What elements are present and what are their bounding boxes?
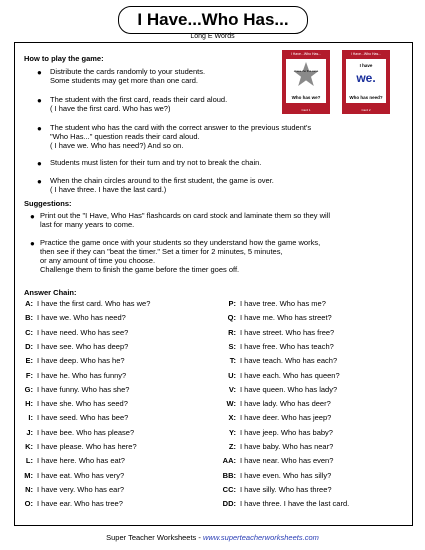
answer-label: L: [25, 456, 33, 466]
answer-text: I have each. Who has queen? [240, 370, 340, 380]
sample-card-1 [282, 50, 330, 114]
answer-row [21, 342, 128, 351]
answer-row [21, 313, 126, 322]
how-to-item-5: When the chain circles around to the first student, the game is over. ( I have three. I have the last card.) [50, 176, 274, 194]
answer-label: T: [229, 356, 236, 366]
answer-row [218, 413, 331, 422]
answer-text: I have lady. Who has deer? [240, 399, 331, 409]
answer-row [21, 356, 125, 365]
answer-row [21, 413, 128, 422]
how-to-item-4: Students must listen for their turn and try not to break the chain. [50, 158, 262, 167]
answer-label: Z: [228, 442, 236, 451]
answer-label: H: [25, 399, 33, 409]
answer-label: U: [228, 370, 236, 380]
answer-label: R: [228, 327, 236, 337]
answer-row [218, 456, 333, 465]
answer-text: I have street. Who has free? [240, 327, 335, 337]
answer-row [218, 499, 349, 508]
answer-label: D: [25, 341, 33, 351]
answer-row [21, 471, 124, 480]
answer-row [21, 442, 137, 451]
answer-text: I have me. Who has street? [240, 313, 332, 323]
card-face [286, 59, 326, 103]
answer-text: I have deer. Who has jeep? [240, 413, 332, 423]
answer-text: I have jeep. Who has baby? [240, 427, 333, 437]
answer-text: I have please. Who has here? [37, 442, 137, 451]
answer-text: I have seed. Who has bee? [37, 413, 129, 423]
page-title: I Have...Who Has... [118, 6, 308, 34]
answer-row [21, 399, 128, 408]
answer-label: B: [25, 313, 33, 323]
answer-label: N: [25, 484, 33, 494]
answer-text: I have silly. Who has three? [240, 484, 332, 494]
footer-brand: Super Teacher Worksheets - [106, 533, 203, 542]
suggestions-heading: Suggestions: [24, 199, 72, 208]
card-header: I Have...Who Has... [350, 52, 382, 56]
bullet-dot: ● [37, 177, 42, 186]
answer-text: I have baby. Who has near? [240, 442, 334, 451]
card-word: we. [356, 71, 376, 85]
answer-label: AA: [222, 456, 236, 466]
answer-label: Y: [229, 427, 236, 437]
page-subtitle: Long E Words [190, 33, 235, 40]
answer-row [21, 485, 124, 494]
answer-text: I have he. Who has funny? [37, 370, 127, 380]
answer-row [21, 428, 134, 437]
how-to-heading: How to play the game: [24, 54, 104, 63]
answer-chain-heading: Answer Chain: [24, 288, 77, 297]
answer-label: S: [228, 341, 236, 351]
answer-text: I have even. Who has silly? [240, 470, 332, 480]
answer-row [21, 499, 123, 508]
content-box [14, 42, 413, 526]
answer-label: F: [25, 370, 33, 380]
answer-label: K: [25, 442, 33, 451]
bullet-dot: ● [37, 68, 42, 77]
answer-row [21, 371, 126, 380]
answer-row [218, 471, 331, 480]
card-number: Card 1 [301, 108, 311, 112]
answer-text: I have eat. Who has very? [37, 470, 125, 480]
answer-label: A: [25, 299, 33, 308]
answer-label: C: [25, 327, 33, 337]
card-header: I Have...Who Has... [290, 52, 322, 56]
answer-label: M: [24, 470, 33, 480]
answer-label: V: [228, 384, 236, 394]
card-number: Card 2 [361, 108, 371, 112]
how-to-item-3: The student who has the card with the correct answer to the previous student's "Who Has..." question reads their card aloud. ( I have we. Who has need?) And so on. [50, 123, 312, 150]
answer-text: I have she. Who has seed? [37, 399, 128, 409]
answer-text: I have bee. Who has please? [37, 427, 135, 437]
bullet-dot: ● [37, 159, 42, 168]
answer-text: I have queen. Who has lady? [240, 384, 338, 394]
suggestion-item-2: Practice the game once with your students so they understand how the game works, then see if they can "beat the timer." Set a timer for 2 minutes, 5 minutes, or any amount of time you choose. Challenge them to finish the game before the timer goes off. [40, 238, 321, 274]
card-i-have: I have [359, 63, 373, 68]
footer-link[interactable]: www.superteacherworksheets.com [202, 533, 319, 542]
answer-text: I have the first card. Who has we? [37, 299, 151, 308]
answer-row [218, 328, 334, 337]
bullet-dot: ● [37, 96, 42, 105]
answer-row [21, 385, 129, 394]
answer-label: W: [226, 399, 236, 409]
suggestion-item-1: Print out the "I Have, Who Has" flashcards on card stock and laminate them so they will last for many years to come. [40, 211, 331, 229]
answer-text: I have teach. Who has each? [240, 356, 338, 366]
answer-row [21, 299, 150, 308]
answer-label: Q: [227, 313, 236, 323]
bullet-dot: ● [37, 124, 42, 133]
answer-text: I have near. Who has even? [240, 456, 334, 466]
answer-row [218, 428, 333, 437]
sample-card-2 [342, 50, 390, 114]
card-star-text: I have the first card. [293, 69, 319, 73]
answer-row [218, 399, 331, 408]
answer-label: X: [228, 413, 236, 423]
answer-label: CC: [222, 484, 236, 494]
answer-row [21, 328, 128, 337]
answer-label: P: [228, 299, 236, 308]
star-icon [293, 62, 319, 88]
answer-label: O: [24, 499, 33, 509]
bullet-dot: ● [30, 239, 35, 248]
how-to-item-2: The student with the first card, reads their card aloud. ( I have the first card. Who has we?) [50, 95, 228, 113]
answer-text: I have see. Who has deep? [37, 341, 129, 351]
answer-row [218, 442, 333, 451]
answer-row [21, 456, 125, 465]
answer-text: I have very. Who has ear? [37, 484, 124, 494]
card-question: Who has we? [291, 95, 321, 100]
answer-row [218, 356, 337, 365]
answer-row [218, 385, 337, 394]
answer-text: I have ear. Who has tree? [37, 499, 123, 509]
answer-text: I have funny. Who has she? [37, 384, 130, 394]
answer-text: I have need. Who has see? [37, 327, 129, 337]
answer-text: I have free. Who has teach? [240, 341, 334, 351]
answer-row [218, 342, 334, 351]
bullet-dot: ● [30, 212, 35, 221]
answer-label: G: [24, 384, 33, 394]
card-question: Who has need? [349, 95, 383, 100]
answer-label: E: [25, 356, 33, 366]
answer-text: I have deep. Who has he? [37, 356, 125, 366]
answer-row [218, 313, 332, 322]
answer-text: I have three. I have the last card. [240, 499, 350, 509]
footer [0, 533, 425, 542]
answer-row [218, 485, 332, 494]
how-to-item-1: Distribute the cards randomly to your students. Some students may get more than one card. [50, 67, 206, 85]
answer-row [218, 371, 340, 380]
answer-label: I: [28, 413, 33, 423]
answer-label: DD: [222, 499, 236, 509]
answer-row [218, 299, 326, 308]
answer-text: I have tree. Who has me? [240, 299, 326, 308]
card-face [346, 59, 386, 103]
answer-label: BB: [222, 470, 236, 480]
answer-text: I have here. Who has eat? [37, 456, 125, 466]
answer-text: I have we. Who has need? [37, 313, 126, 323]
answer-label: J: [26, 427, 33, 437]
